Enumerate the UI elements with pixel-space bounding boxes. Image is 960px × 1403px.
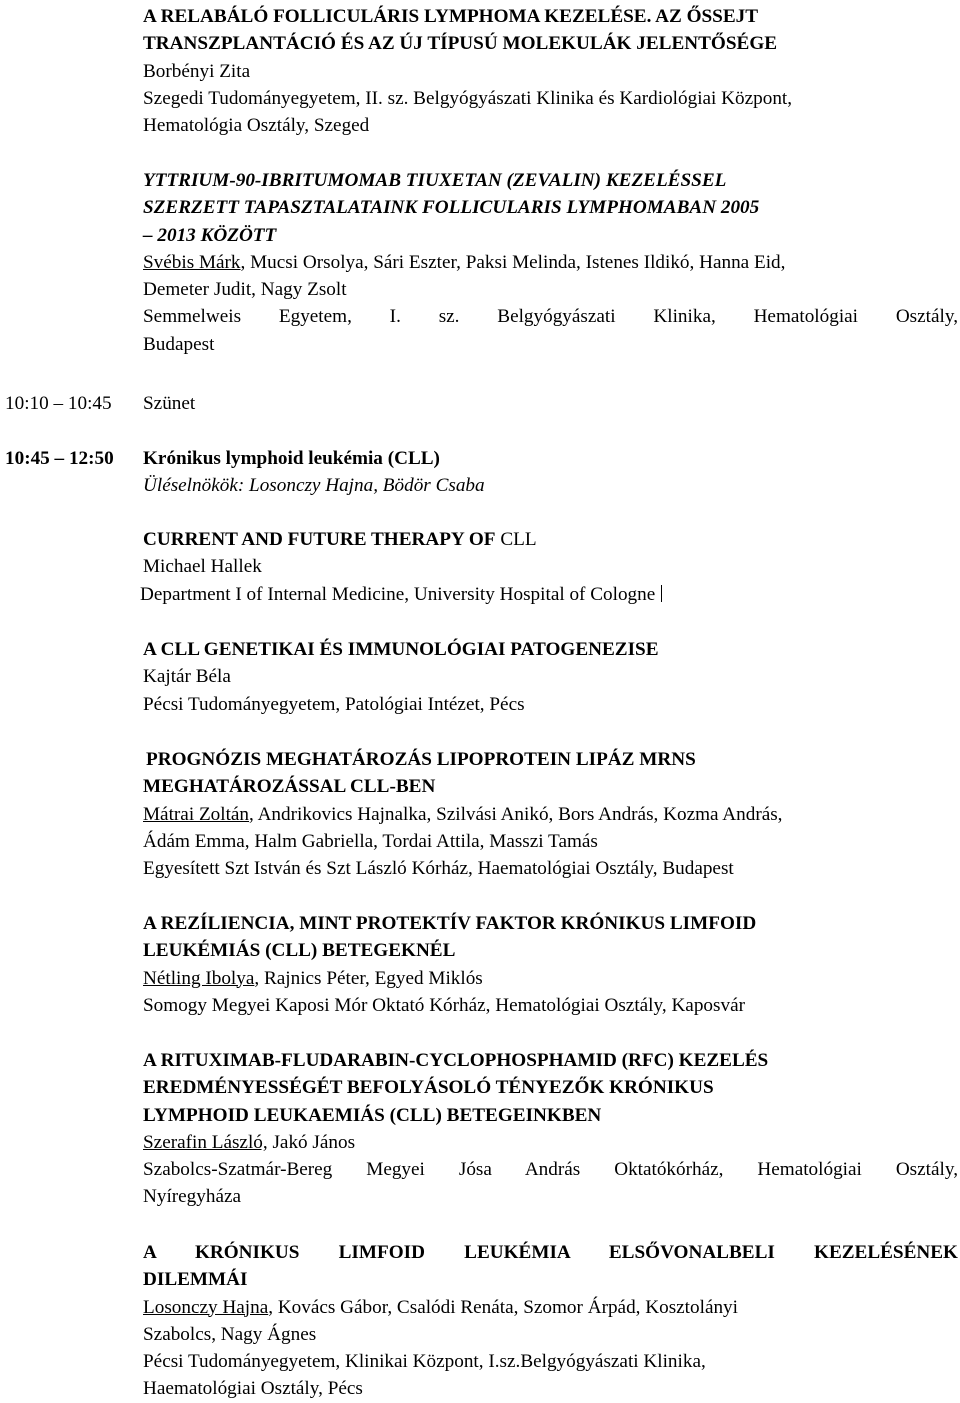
talk-affiliation: Szabolcs-Szatmár-Bereg Megyei Jósa András Oktatókórház, Hematológiai Osztály, — [143, 1159, 958, 1181]
talk-title: LEUKÉMIÁS (CLL) BETEGEKNÉL — [143, 940, 456, 962]
talk-title: – 2013 KÖZÖTT — [143, 224, 277, 246]
session-time: 10:45 – 12:50 — [5, 448, 114, 469]
talk-title: LYMPHOID LEUKAEMIÁS (CLL) BETEGEINKBEN — [143, 1104, 602, 1126]
talk-6 — [143, 910, 958, 1019]
talk-title: SZERZETT TAPASZTALATAINK FOLLICULARIS LYMPHOMABAN 2005 — [143, 197, 760, 219]
session-title: Krónikus lymphoid leukémia (CLL) — [143, 448, 440, 469]
talk-affiliation: Budapest — [143, 333, 215, 355]
talk-affiliation: Hematológia Osztály, Szeged — [143, 115, 370, 137]
talk-4 — [143, 636, 958, 718]
talk-authors: Szabolcs, Nagy Ágnes — [143, 1323, 317, 1345]
talk-title: A RITUXIMAB-FLUDARABIN-CYCLOPHOSPHAMID (RFC) KEZELÉS — [143, 1050, 769, 1071]
talk-title: A KRÓNIKUS LIMFOID LEUKÉMIA ELSŐVONALBELI KEZELÉSÉNEK — [143, 1242, 958, 1263]
talk-affiliation: Semmelweis Egyetem, I. sz. Belgyógyászati Klinika, Hematológiai Osztály, — [143, 306, 958, 328]
talk-affiliation: Haematológiai Osztály, Pécs — [143, 1378, 363, 1400]
text-cursor — [661, 585, 662, 602]
presenter-name: Szerafin László, — [143, 1131, 268, 1153]
presenter-name: Losonczy Hajna — [143, 1296, 269, 1318]
talk-title: DILEMMÁI — [143, 1269, 248, 1291]
talk-authors: Losonczy Hajna, Kovács Gábor, Csalódi Renáta, Szomor Árpád, Kosztolányi — [143, 1296, 738, 1318]
talk-authors: Demeter Judit, Nagy Zsolt — [143, 279, 347, 301]
talk-7 — [143, 1047, 958, 1211]
talk-2 — [143, 167, 958, 358]
talk-author: Borbényi Zita — [143, 60, 251, 82]
break-label: Szünet — [143, 393, 196, 414]
presenter-name: Nétling Ibolya — [143, 967, 255, 989]
presenter-name: Mátrai Zoltán — [143, 803, 250, 825]
talk-authors: Ádám Emma, Halm Gabriella, Tordai Attila, Masszi Tamás — [143, 830, 598, 852]
talk-title: CURRENT AND FUTURE THERAPY OF CLL — [143, 529, 537, 550]
break-time: 10:10 – 10:45 — [5, 393, 112, 414]
talk-title: A RELABÁLÓ FOLLICULÁRIS LYMPHOMA KEZELÉSE. AZ ŐSSEJT — [143, 6, 759, 27]
talk-title: A REZÍLIENCIA, MINT PROTEKTÍV FAKTOR KRÓNIKUS LIMFOID — [143, 913, 757, 934]
talk-affiliation: Pécsi Tudományegyetem, Patológiai Intézet, Pécs — [143, 693, 525, 715]
talk-title: PROGNÓZIS MEGHATÁROZÁS LIPOPROTEIN LIPÁZ MRNS — [146, 749, 696, 770]
talk-author: Michael Hallek — [143, 556, 262, 578]
talk-title: YTTRIUM-90-IBRITUMOMAB TIUXETAN (ZEVALIN) KEZELÉSSEL — [143, 170, 727, 191]
talk-5 — [143, 746, 958, 882]
talk-affiliation: Nyíregyháza — [143, 1186, 242, 1208]
session-chairs: Üléselnökök: Losonczy Hajna, Bödör Csaba — [143, 475, 485, 497]
session-header — [143, 445, 958, 500]
talk-title: EREDMÉNYESSÉGÉT BEFOLYÁSOLÓ TÉNYEZŐK KRÓNIKUS — [143, 1077, 714, 1099]
talk-title: MEGHATÁROZÁSSAL CLL-BEN — [143, 776, 436, 798]
talk-title: TRANSZPLANTÁCIÓ ÉS AZ ÚJ TÍPUSÚ MOLEKULÁK JELENTŐSÉGE — [143, 33, 778, 55]
talk-affiliation: Egyesített Szt István és Szt László Kórház, Haematológiai Osztály, Budapest — [143, 858, 734, 880]
presenter-name: Svébis Márk — [143, 251, 241, 273]
talk-authors: Svébis Márk, Mucsi Orsolya, Sári Eszter, Paksi Melinda, Istenes Ildikó, Hanna Eid, — [143, 251, 786, 273]
talk-1 — [143, 3, 958, 139]
talk-affiliation: Department I of Internal Medicine, University Hospital of Cologne — [140, 581, 958, 608]
talk-3 — [140, 526, 958, 608]
talk-title: A CLL GENETIKAI ÉS IMMUNOLÓGIAI PATOGENEZISE — [143, 639, 659, 660]
talk-affiliation: Szegedi Tudományegyetem, II. sz. Belgyógyászati Klinika és Kardiológiai Központ, — [143, 87, 793, 109]
talk-author: Kajtár Béla — [143, 666, 231, 688]
talk-affiliation: Pécsi Tudományegyetem, Klinikai Központ, I.sz.Belgyógyászati Klinika, — [143, 1351, 706, 1373]
talk-authors: Mátrai Zoltán, Andrikovics Hajnalka, Szilvási Anikó, Bors András, Kozma András, — [143, 803, 783, 825]
talk-authors: Szerafin László, Jakó János — [143, 1131, 356, 1153]
talk-8 — [143, 1239, 958, 1403]
talk-affiliation: Somogy Megyei Kaposi Mór Oktató Kórház, Hematológiai Osztály, Kaposvár — [143, 994, 745, 1016]
talk-authors: Nétling Ibolya, Rajnics Péter, Egyed Miklós — [143, 967, 483, 989]
